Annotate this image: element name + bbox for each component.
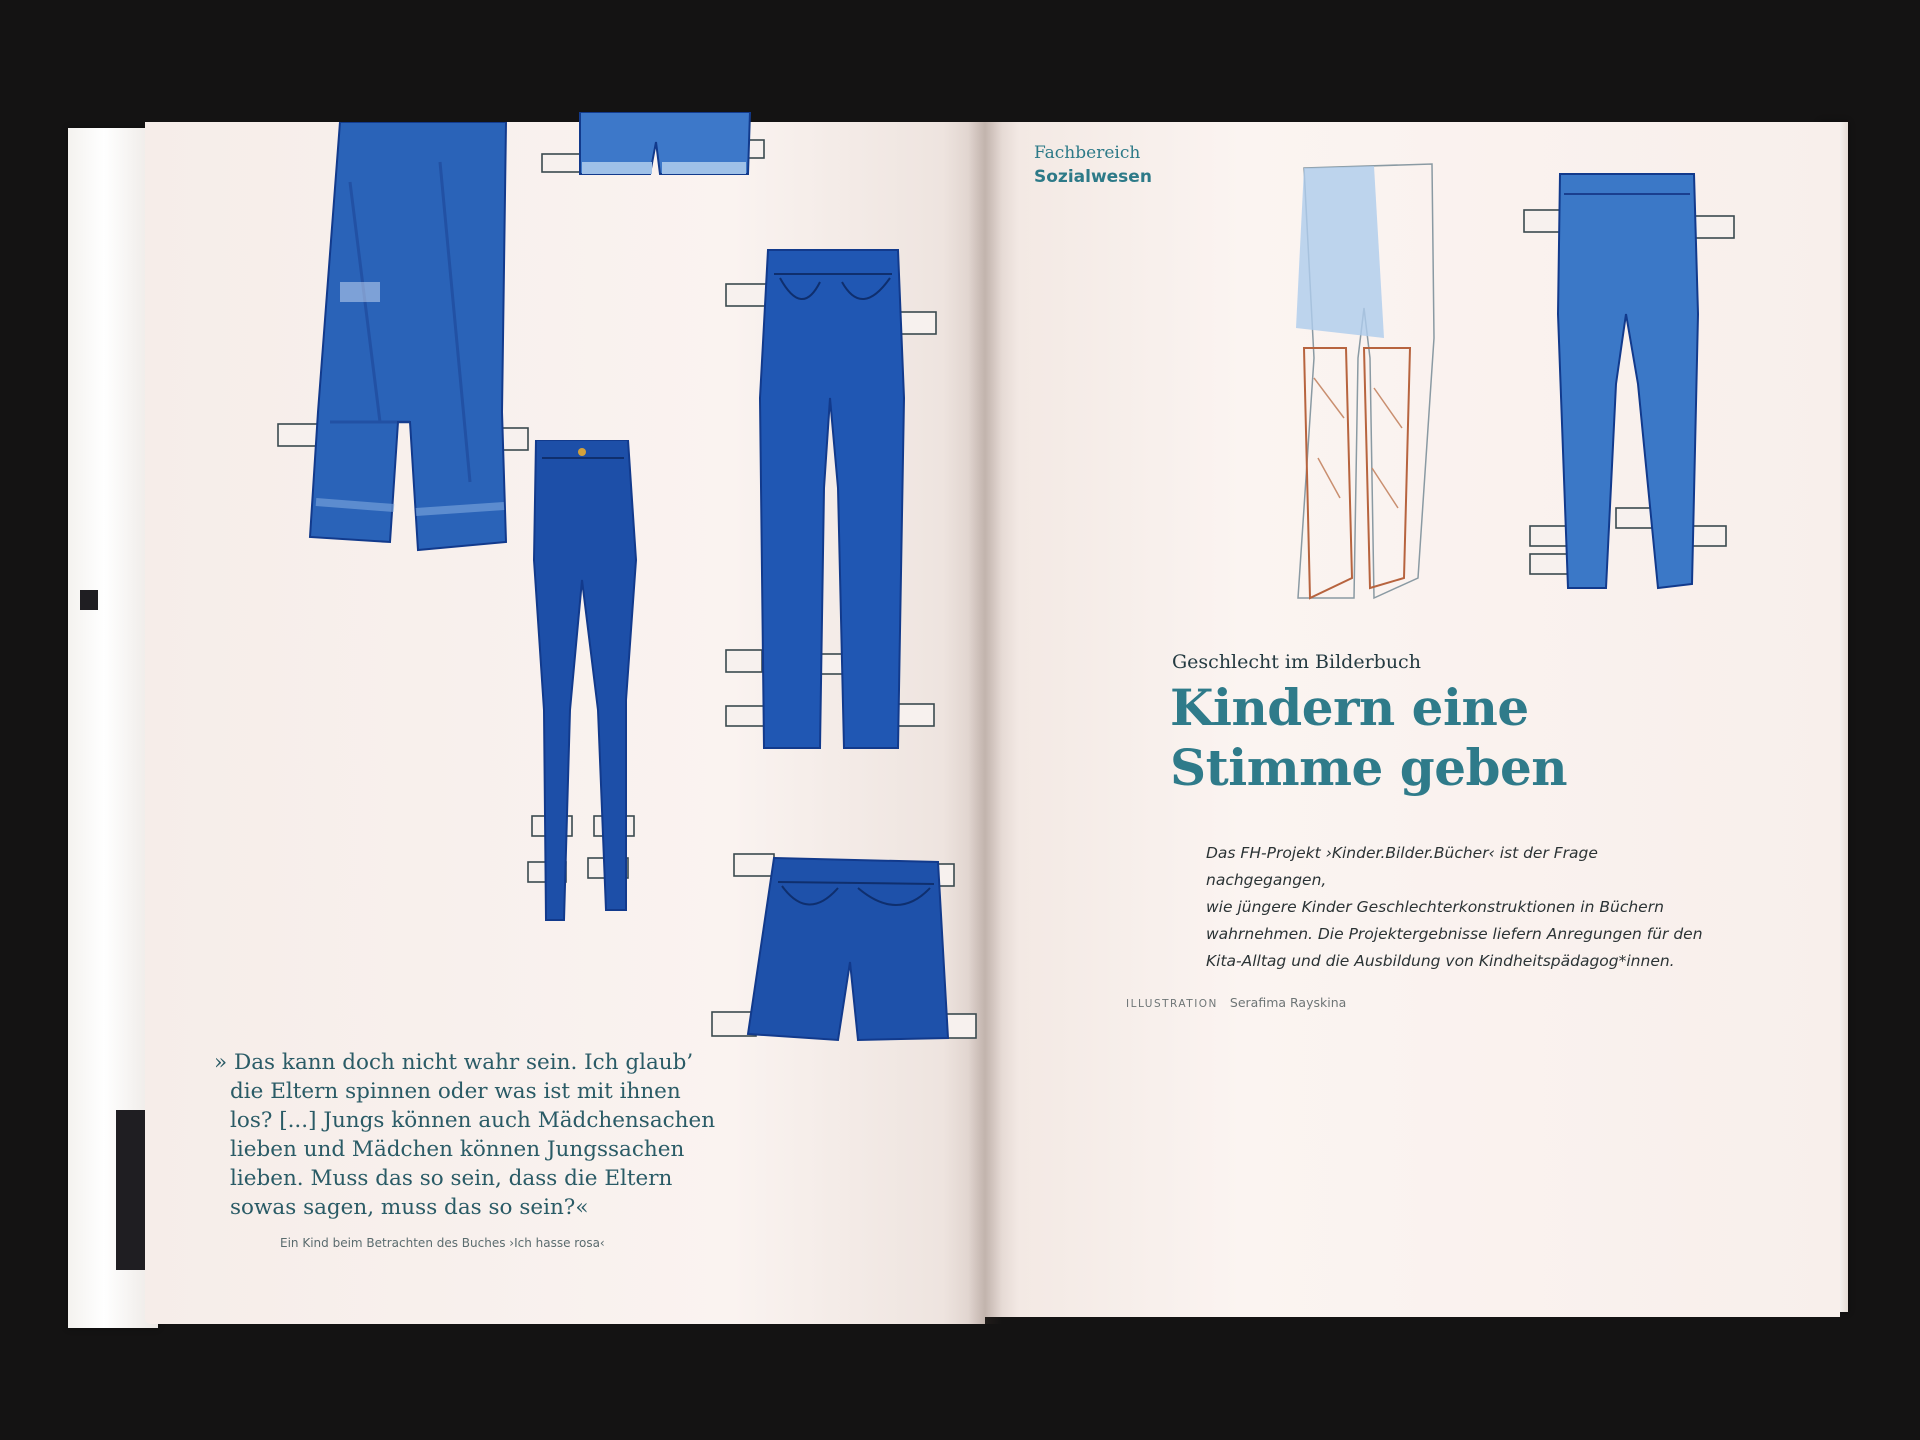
lede-line: wie jüngere Kinder Geschlechterkonstruktionen in Büchern <box>1206 898 1664 916</box>
credit-label: ILLUSTRATION <box>1126 998 1218 1010</box>
headline-line: Stimme geben <box>1170 738 1568 797</box>
pencil-sketch-shorts-legs-illustration <box>1274 158 1444 618</box>
article-kicker: Geschlecht im Bilderbuch <box>1172 651 1421 673</box>
stack-mark <box>80 590 98 610</box>
illustration-credit <box>1126 995 1346 1010</box>
section-name: Sozialwesen <box>1034 167 1152 187</box>
lede-line: wahrnehmen. Die Projektergebnisse liefern Anregungen für den <box>1206 925 1703 943</box>
headline-line: Kindern eine <box>1170 678 1529 737</box>
pull-quote <box>214 1048 730 1222</box>
stack-mark <box>116 1110 146 1270</box>
gutter-shadow <box>968 122 1002 1324</box>
credit-name: Serafima Rayskina <box>1229 995 1347 1010</box>
wide-jeans-illustration <box>270 122 530 582</box>
article-headline <box>1170 678 1730 798</box>
shorts-illustration <box>708 852 978 1062</box>
straight-jeans-illustration <box>720 238 940 758</box>
lede-line: Das FH-Projekt ›Kinder.Bilder.Bücher‹ ist der Frage nachgegangen, <box>1206 844 1598 889</box>
fitted-jeans-illustration <box>1520 164 1740 604</box>
quote-line: die Eltern spinnen oder was ist mit ihnen <box>230 1079 681 1104</box>
cropped-jeans-top-illustration <box>538 112 768 187</box>
quote-source: Ein Kind beim Betrachten des Buches ›Ich hasse rosa‹ <box>280 1236 605 1250</box>
quote-line: sowas sagen, muss das so sein?« <box>230 1195 589 1220</box>
quote-line: lieben. Muss das so sein, dass die Eltern <box>230 1166 673 1191</box>
section-label: Fachbereich <box>1034 143 1141 163</box>
quote-line: los? [...] Jungs können auch Mädchensachen <box>230 1108 716 1133</box>
skinny-jeans-illustration <box>508 440 658 930</box>
quote-line: lieben und Mädchen können Jungssachen <box>230 1137 685 1162</box>
article-lede <box>1206 840 1706 975</box>
quote-line: » Das kann doch nicht wahr sein. Ich glaub’ <box>214 1050 694 1075</box>
lede-line: Kita-Alltag und die Ausbildung von Kindheitspädagog*innen. <box>1206 952 1675 970</box>
